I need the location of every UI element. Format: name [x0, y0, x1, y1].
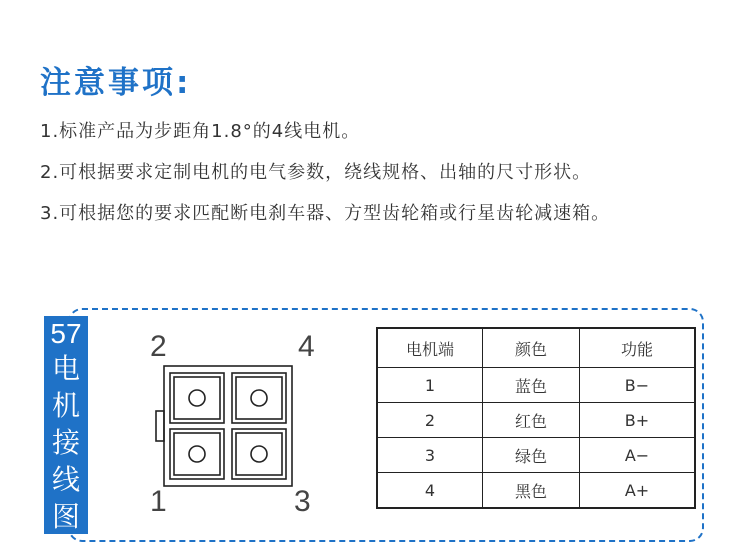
pin-hole-2 — [189, 390, 205, 406]
cell-function: A+ — [580, 473, 696, 509]
cell-terminal: 4 — [377, 473, 483, 509]
table-row — [377, 473, 695, 509]
pin-label-3: 3 — [294, 485, 311, 518]
table-row — [377, 438, 695, 473]
side-label-number: 57 — [50, 318, 82, 349]
pin-label-2: 2 — [150, 330, 167, 363]
connector-housing — [164, 366, 292, 486]
col-header-function: 功能 — [580, 328, 696, 368]
pin-hole-3 — [251, 446, 267, 462]
col-header-color: 颜色 — [483, 328, 580, 368]
table-row — [377, 403, 695, 438]
pin-hole-1 — [189, 446, 205, 462]
pin-label-1: 1 — [150, 485, 167, 518]
side-label-char-3: 接 — [51, 426, 80, 459]
side-label — [44, 316, 88, 534]
note-item-2: 2.可根据要求定制电机的电气参数，绕线规格、出轴的尺寸形状。 — [40, 162, 592, 183]
pin-cell-3 — [232, 429, 286, 479]
cell-terminal: 1 — [377, 368, 483, 403]
pin-cell-2 — [170, 373, 224, 423]
side-label-char-2: 机 — [51, 389, 80, 422]
notes-title: 注意事项: — [40, 65, 192, 101]
wiring-table — [376, 327, 696, 509]
note-item-3: 3.可根据您的要求匹配断电刹车器、方型齿轮箱或行星齿轮减速箱。 — [40, 203, 611, 224]
side-label-char-4: 线 — [51, 463, 80, 496]
cell-color: 蓝色 — [483, 368, 580, 403]
note-item-1: 1.标准产品为步距角1.8°的4线电机。 — [40, 121, 361, 142]
cell-function: B+ — [580, 403, 696, 438]
pin-cell-4 — [232, 373, 286, 423]
cell-color: 黑色 — [483, 473, 580, 509]
cell-color: 绿色 — [483, 438, 580, 473]
side-label-char-1: 电 — [51, 352, 80, 385]
table-row — [377, 368, 695, 403]
connector-diagram — [155, 365, 305, 490]
cell-function: A− — [580, 438, 696, 473]
cell-terminal: 2 — [377, 403, 483, 438]
col-header-terminal: 电机端 — [377, 328, 483, 368]
cell-terminal: 3 — [377, 438, 483, 473]
cell-color: 红色 — [483, 403, 580, 438]
connector-latch — [156, 411, 164, 441]
cell-function: B− — [580, 368, 696, 403]
pin-label-4: 4 — [298, 330, 315, 363]
side-label-char-5: 图 — [51, 500, 80, 533]
table-header-row — [377, 328, 695, 368]
pin-hole-4 — [251, 390, 267, 406]
pin-cell-1 — [170, 429, 224, 479]
